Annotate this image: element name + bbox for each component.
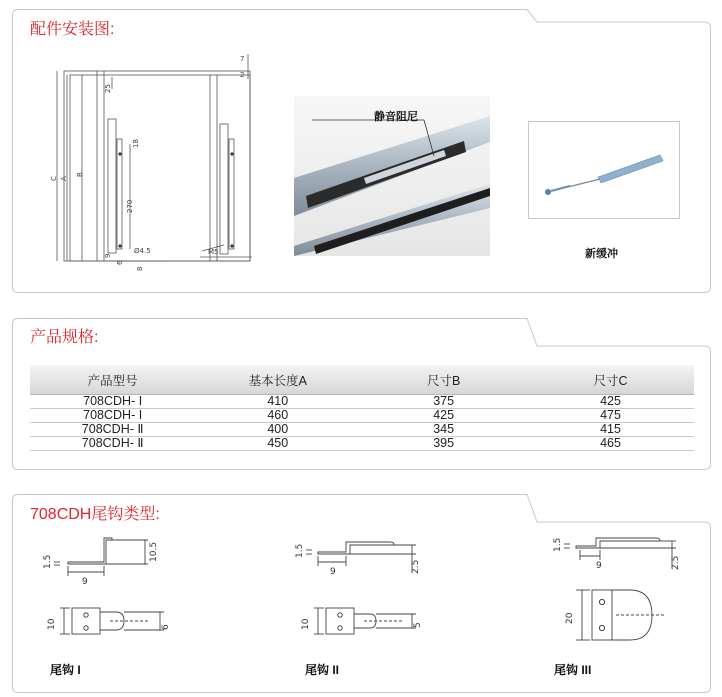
specs-title: 产品规格: — [30, 329, 99, 346]
dim-label-270: 270 — [126, 199, 134, 213]
hooks-title: 708CDH尾钩类型: — [30, 506, 160, 523]
hook-3-caption: 尾钩 III — [554, 663, 592, 677]
dim-label-a: A — [60, 176, 68, 181]
hook-1-dim-10.5: 10.5 — [149, 541, 159, 562]
table-cell: 375 — [360, 395, 527, 409]
hook-1-dim-6: 6 — [161, 624, 171, 630]
col-header-size-c: 尺寸C — [527, 365, 694, 395]
col-header-model: 产品型号 — [30, 365, 195, 395]
buffer-photo — [528, 121, 680, 219]
hook-3-dim-1.5: 1.5 — [553, 537, 563, 552]
dim-label-6: 6 — [116, 260, 124, 265]
dim-label-7: 7 — [240, 55, 245, 63]
hook-1-drawing — [40, 532, 180, 642]
hook-2-dim-10: 10 — [301, 618, 311, 630]
dim-label-b: B — [76, 172, 84, 177]
table-cell: 345 — [360, 423, 527, 437]
table-cell: 450 — [195, 437, 360, 451]
table-cell: 425 — [527, 395, 694, 409]
hook-1-dim-1.5: 1.5 — [43, 554, 53, 569]
hook-3-dim-9: 9 — [596, 561, 602, 571]
table-cell: 400 — [195, 423, 360, 437]
hook-3-dim-2.5: 2.5 — [671, 555, 681, 570]
hook-3-dim-20: 20 — [565, 612, 575, 624]
spec-table — [30, 365, 694, 451]
hook-3-drawing — [540, 532, 690, 642]
damper-photo-label: 静音阻尼 — [374, 111, 418, 123]
install-title: 配件安装图: — [30, 21, 115, 38]
hook-1-dim-10: 10 — [47, 618, 57, 630]
dim-label-hole: Ø4.5 — [134, 247, 151, 255]
hook-1-dim-9: 9 — [82, 577, 88, 587]
table-cell: 410 — [195, 395, 360, 409]
hook-2-dim-5: 5 — [413, 622, 423, 628]
table-header-row — [30, 365, 694, 395]
hook-2-dim-1.5: 1.5 — [295, 543, 305, 558]
table-cell: 395 — [360, 437, 527, 451]
dim-label-2: 2 — [240, 71, 245, 79]
table-cell: 475 — [527, 409, 694, 423]
table-cell: 708CDH- Ⅱ — [30, 423, 195, 437]
install-panel — [12, 9, 711, 293]
specs-panel — [12, 318, 711, 470]
dim-label-18: 18 — [132, 139, 140, 148]
hook-2-dim-2.5: 2.5 — [411, 559, 421, 574]
dim-label-25: 25 — [104, 84, 112, 93]
col-header-size-b: 尺寸B — [360, 365, 527, 395]
table-cell: 708CDH- Ⅱ — [30, 437, 195, 451]
table-cell: 708CDH- I — [30, 395, 195, 409]
buffer-photo-label: 新缓冲 — [585, 248, 618, 260]
table-cell: 465 — [527, 437, 694, 451]
table-row — [30, 395, 694, 409]
table-row — [30, 423, 694, 437]
hook-2-caption: 尾钩 II — [305, 663, 340, 677]
hook-2-dim-9: 9 — [330, 567, 336, 577]
table-cell: 708CDH- I — [30, 409, 195, 423]
table-row — [30, 437, 694, 451]
dim-label-c: C — [50, 176, 58, 181]
hooks-panel — [12, 494, 711, 693]
table-cell: 415 — [527, 423, 694, 437]
hook-2-drawing — [294, 532, 434, 642]
table-cell: 425 — [360, 409, 527, 423]
table-cell: 460 — [195, 409, 360, 423]
col-header-length-a: 基本长度A — [195, 365, 360, 395]
table-row — [30, 409, 694, 423]
install-drawing — [52, 49, 262, 274]
dim-label-m5: M5 — [208, 248, 219, 256]
dim-label-9: 9 — [104, 253, 112, 258]
hook-1-caption: 尾钩 I — [50, 663, 81, 677]
dim-label-8: 8 — [136, 266, 144, 271]
